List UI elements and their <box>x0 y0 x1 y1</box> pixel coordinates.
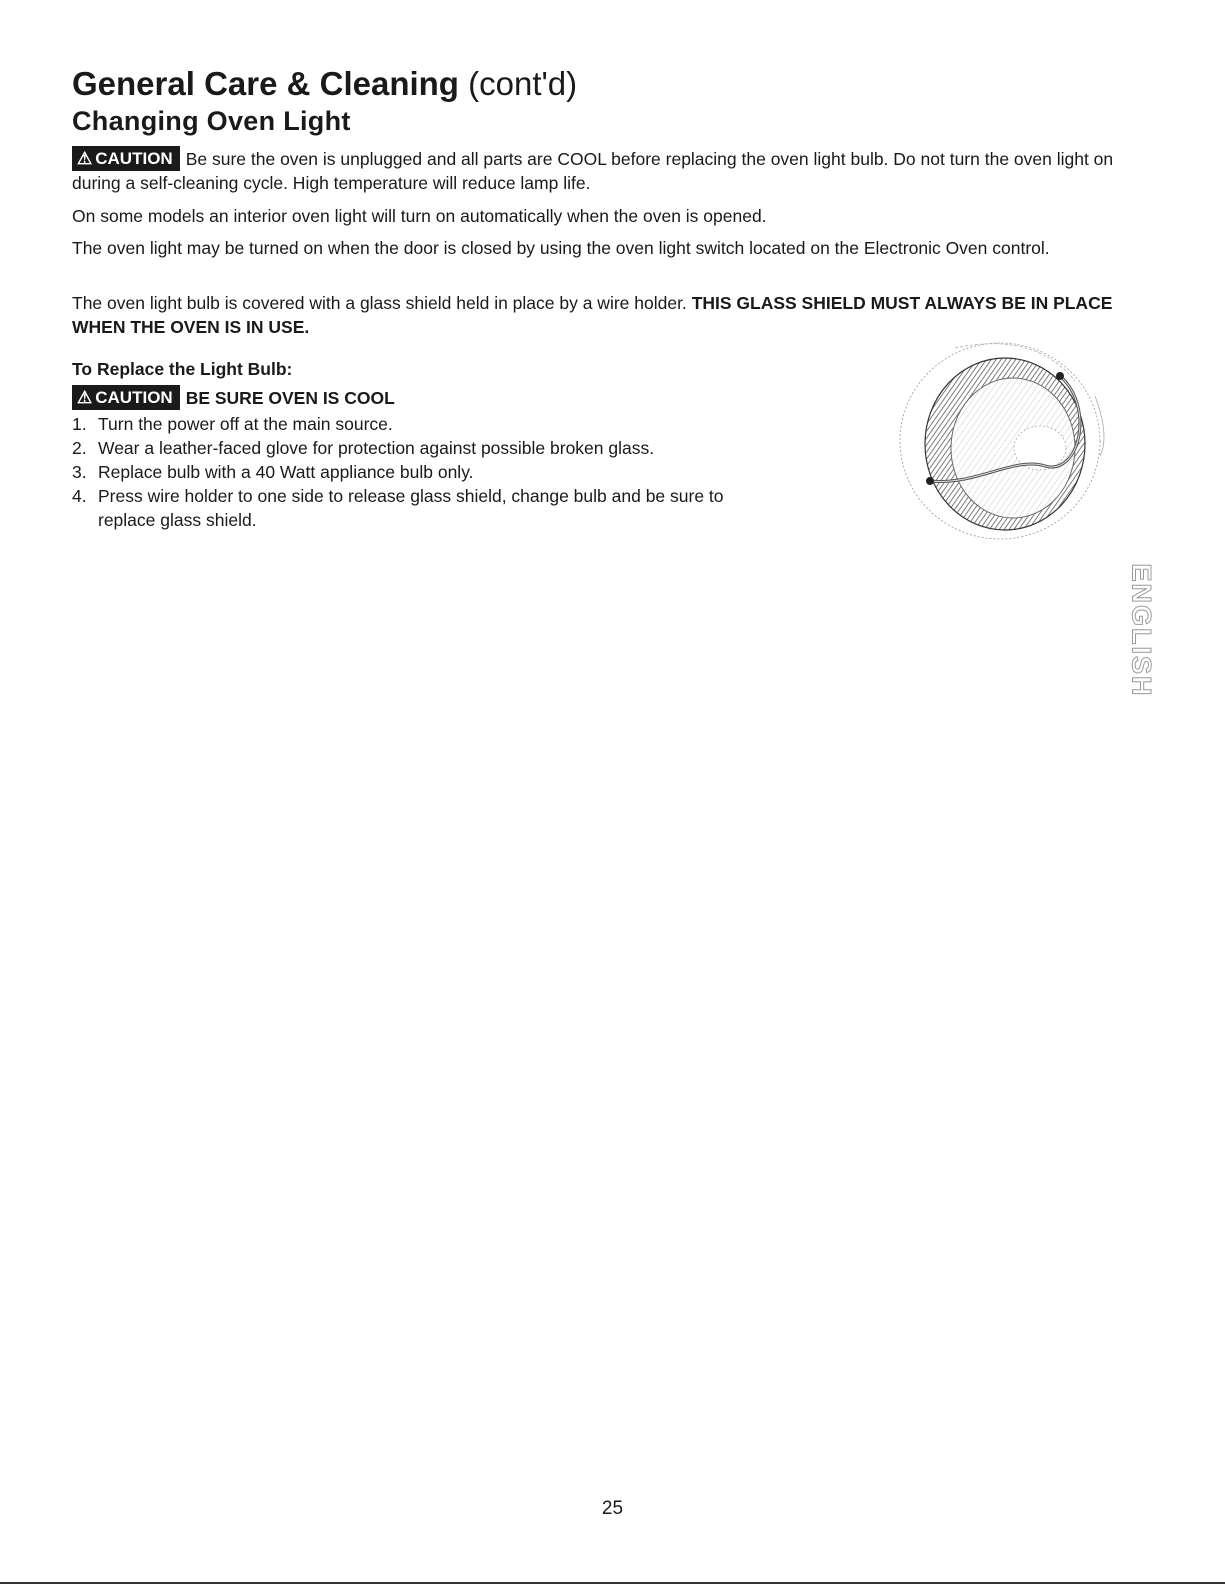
caution-text: Be sure the oven is unplugged and all parts are COOL before replacing the oven light bulb. Do not turn the oven light on during a self-cleaning cycle. High temperature will reduce lamp life. <box>72 149 1114 193</box>
list-item <box>72 460 752 484</box>
paragraph-light-switch: The oven light may be turned on when the door is closed by using the oven light switch located on the Electronic Oven control. <box>72 238 1050 258</box>
replace-heading: To Replace the Light Bulb: <box>72 359 293 379</box>
list-item <box>72 436 752 460</box>
language-tab-label: ENGLISH <box>1126 562 1157 698</box>
step-text: Turn the power off at the main source. <box>98 414 393 434</box>
step-text: Wear a leather-faced glove for protection against possible broken glass. <box>98 438 655 458</box>
step-number: 1. <box>72 414 87 434</box>
warning-triangle-icon: ⚠ <box>77 388 93 407</box>
glass-shield-warning: THIS GLASS SHIELD MUST ALWAYS BE IN PLACE WHEN THE OVEN IS IN USE. <box>72 293 1113 337</box>
warning-triangle-icon: ⚠ <box>77 149 93 168</box>
step-number: 2. <box>72 438 87 458</box>
caution-badge <box>72 146 180 171</box>
list-item <box>72 484 752 532</box>
caution-paragraph <box>72 146 1132 195</box>
step-number: 4. <box>72 486 87 506</box>
cool-caution <box>72 385 395 411</box>
page-title <box>72 64 577 104</box>
paragraph-auto-light: On some models an interior oven light will turn on automatically when the oven is opened. <box>72 206 767 226</box>
oven-light-diagram <box>895 336 1115 546</box>
cool-caution-text: BE SURE OVEN IS COOL <box>185 388 395 408</box>
caution-label: CAUTION <box>95 149 173 168</box>
page-number: 25 <box>601 1498 624 1519</box>
glass-shield-text: The oven light bulb is covered with a glass shield held in place by a wire holder. <box>72 293 687 313</box>
language-tab <box>1120 560 1162 700</box>
paragraph-glass-shield <box>72 291 1132 339</box>
wire-end-bottom <box>926 477 934 485</box>
list-item <box>72 412 752 436</box>
page-title-main: General Care & Cleaning <box>72 65 459 102</box>
page-title-suffix: (cont'd) <box>468 65 578 102</box>
arc-guide-right <box>1095 396 1104 456</box>
step-text: Replace bulb with a 40 Watt appliance bulb only. <box>98 462 474 482</box>
replace-steps-list <box>72 412 752 532</box>
wire-end-top <box>1056 372 1064 380</box>
bottom-rule <box>0 1582 1225 1584</box>
section-title: Changing Oven Light <box>72 106 351 136</box>
caution-badge-2 <box>72 385 180 410</box>
caution-label-2: CAUTION <box>95 388 173 407</box>
step-text: Press wire holder to one side to release glass shield, change bulb and be sure to replace glass shield. <box>98 486 724 530</box>
step-number: 3. <box>72 462 87 482</box>
